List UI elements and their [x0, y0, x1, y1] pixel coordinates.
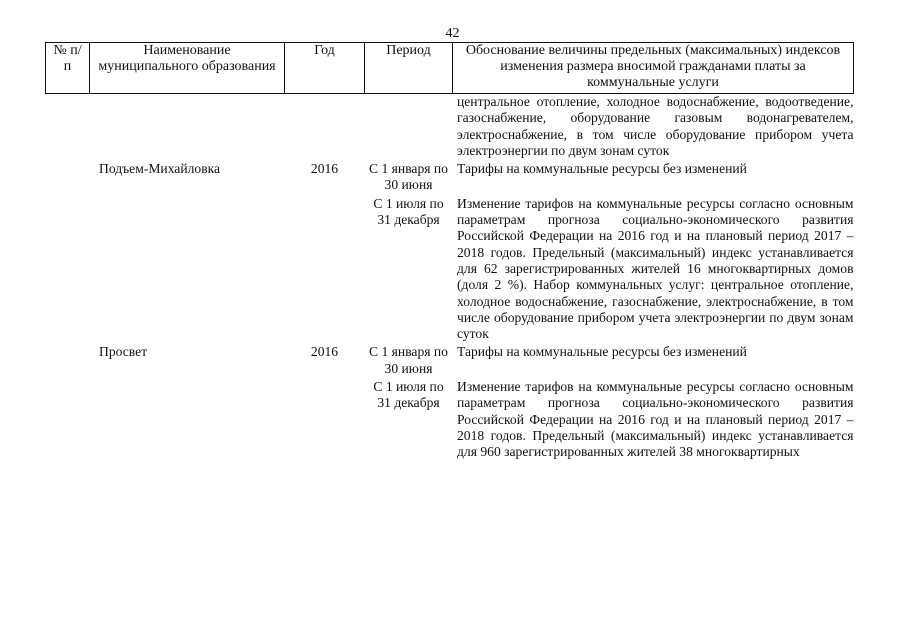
table-row [46, 194, 854, 343]
header-number: № п/п [46, 43, 90, 94]
table-row [46, 159, 854, 194]
municipality-name: Подъем-Михайловка [99, 161, 221, 177]
table-row [46, 377, 854, 460]
basis-cell: Изменение тарифов на коммунальные ресурсы согласно основным параметрам прогноза социально-экономического развития Российской Федерации на 2016 год и на плановый период 2017 – 2018 годов. Предельный (максимальный) индекс устанавливается для 960 зарегистрированных жителей 38 многоквартирных [457, 379, 854, 460]
header-year: Год [285, 43, 365, 94]
period-cell: С 1 июля по 31 декабря [373, 195, 444, 228]
municipality-name: Просвет [99, 344, 148, 360]
continuation-text: центральное отопление, холодное водоснабжение, водоотведение, газоснабжение, оборудование газовым водонагревателем, электроснабжение, в том числе оборудование прибором учета электроэнергии по двум зонам суток [457, 94, 854, 158]
page-number: 42 [445, 26, 460, 41]
table-row [46, 342, 854, 377]
basis-cell: Тарифы на коммунальные ресурсы без изменений [457, 344, 747, 360]
header-period: Период [365, 43, 453, 94]
table-header [46, 43, 854, 94]
header-basis: Обоснование величины предельных (максимальных) индексов изменения размера вносимой гражданами платы за коммунальные услуги [453, 43, 854, 94]
basis-cell: Тарифы на коммунальные ресурсы без изменений [457, 161, 747, 177]
year-cell: 2016 [310, 344, 339, 360]
table-body [46, 94, 854, 461]
period-cell: С 1 января по 30 июня [369, 344, 448, 376]
basis-cell: Изменение тарифов на коммунальные ресурсы согласно основным параметрам прогноза социально-экономического развития Российской Федерации на 2016 год и на плановый период 2017 – 2018 годов. Предельный (максимальный) индекс устанавливается для 62 зарегистрированных жителей 16 многоквартирных домов (доля 2 %). Набор коммунальных услуг: центральное отопление, холодное водоснабжение, газоснабжение, электроснабжение, в том числе оборудование прибором учета электроэнергии по двум зонам суток [457, 195, 854, 342]
period-cell: С 1 января по 30 июня [369, 161, 448, 193]
period-cell: С 1 июля по 31 декабря [373, 379, 444, 411]
year-cell: 2016 [310, 161, 339, 177]
table-row [46, 94, 854, 160]
tariff-index-table [45, 42, 854, 461]
header-municipality: Наименование муниципального образования [90, 43, 285, 94]
